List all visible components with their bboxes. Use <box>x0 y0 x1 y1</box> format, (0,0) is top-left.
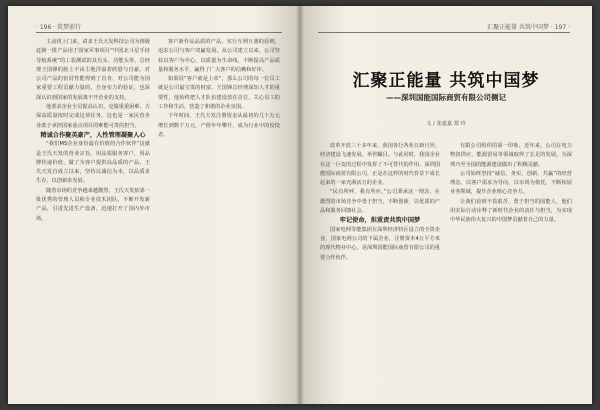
right-running-head: 汇聚正能量 共筑中国梦 · 197 · <box>487 24 570 31</box>
left-header-rule <box>36 32 282 33</box>
book-spine <box>296 6 304 404</box>
left-column-2 <box>158 38 280 238</box>
paragraph: 随着市场的竞争越来越激烈，王氏天发依靠一批优秀的管理人员和专业技术团队，不断开发新产品，引进先进生产设备，迅速打开了国内外市场。 <box>36 187 150 222</box>
section-subhead: 精诚合作聚英豪产，人性管理凝聚人心 <box>40 131 146 139</box>
left-running-head: · 196 · 筑梦前行 <box>36 24 81 31</box>
article-subtitle: ——深圳国能国际商贸有限公司侧记 <box>386 93 506 102</box>
left-column-1 <box>36 38 150 378</box>
paragraph: 公司始终坚持“诚信、务实、创新、共赢”的经营理念，以客户需求为导向，以市场为依托，不断拓展业务领域，提升企业核心竞争力。 <box>450 170 572 196</box>
right-column-1 <box>320 142 440 392</box>
byline: 文 / 张嘉嘉 郑 玲 <box>426 121 466 127</box>
paragraph: “我们MS企业身份最有价值的合作伙伴”这就是王氏天发的营业宗旨。用品质服务客户，用品牌传递价值，做了为客户提供高品质的产品。王氏天发自成立以来，坚持以诚信为本，以品质求生存，以创新求发展。 <box>36 141 150 185</box>
paragraph: 下年时间，王氏天发注册资金从最初的几十万元增长到数千万元，产值年年攀升，成为行业中的佼佼者。 <box>158 113 280 138</box>
paragraph: 他要求企业全员提高认识，克服重重困难，力保高质量按时完成这项任务。这也是一家民营企业敢于承担国家重点项目的难能可贵的担当。 <box>36 104 150 129</box>
section-subhead: 牢记使命，担重责共筑中国梦 <box>339 217 421 225</box>
paragraph: 让我们看到不畏艰苦、勇于担当的国能人，他们用实际行动诠释了新时代企业的责任与担当，为实现中华民族伟大复兴的中国梦贡献着自己的力量。 <box>450 198 572 224</box>
open-book <box>8 6 592 404</box>
right-column-2 <box>450 142 572 392</box>
left-page <box>8 6 300 404</box>
paragraph: 客户新作品品质的产品，实行互利互惠的原则，追求公司与客户双赢发展。从公司建立以来，公司坚持以客户为中心，以质量为生命线，不断提高产品质量和服务水平，赢得了广大客户的信赖和好评。 <box>158 39 280 73</box>
paragraph: 主动找上门来，请求王氏天发科技公司为班级赶制一批产品用于国家军事项目“中国北斗星手持导航系统”的工装测试的具有头、功能头等，总经理王国锋的脸上不由主地洋溢着欣慰与自豪。对公司产品的密封性能得到了首肯，对公司能为国家重要工程贡献力量的，自身实力的验证，也深深认识到国家的发展离不开企业的支持。 <box>36 39 150 101</box>
right-header-rule <box>318 32 570 33</box>
paragraph: “民有所呼，我有所应。”公司秉承这一理念，在激烈的市场竞争中勇于担当，不断创新，以优质的产品和服务回馈社会。 <box>320 189 440 215</box>
right-page <box>300 6 592 404</box>
paragraph: 有限公司组织的第一印象。近年来，公司在电力物资供应、能源贸易等领域取得了长足的发展，为深圳乃至全国的能源建设做出了积极贡献。 <box>450 143 572 168</box>
paragraph: 改革开放三十多年来，我国各行各业日新月异，经济建设飞速发展，举世瞩目。与此同时，我国企业在这一巨变的过程中发挥了不可替代的作用。深圳国能国际商贸有限公司，正是在这样的时代背景下成长起来的一家充满活力的企业。 <box>320 143 440 187</box>
paragraph: 如果说“客户就是上帝”，那么公司的每一位员工就是公司最宝贵的财富。王国锋总经理深知人才的重要性，他始终把人才队伍建设放在首位，关心员工的工作和生活，营造了和谐的企业氛围。 <box>158 76 280 111</box>
paragraph: 国家电网等能集团在深圳经济特区设立的全资企业，国家电网公司的下属企业，注册资本4万平方米的现代物业中心，是深圳国能国际商贸有限公司的重要合作伙伴。 <box>320 226 440 261</box>
article-title: 汇聚正能量 共筑中国梦 <box>352 71 540 91</box>
